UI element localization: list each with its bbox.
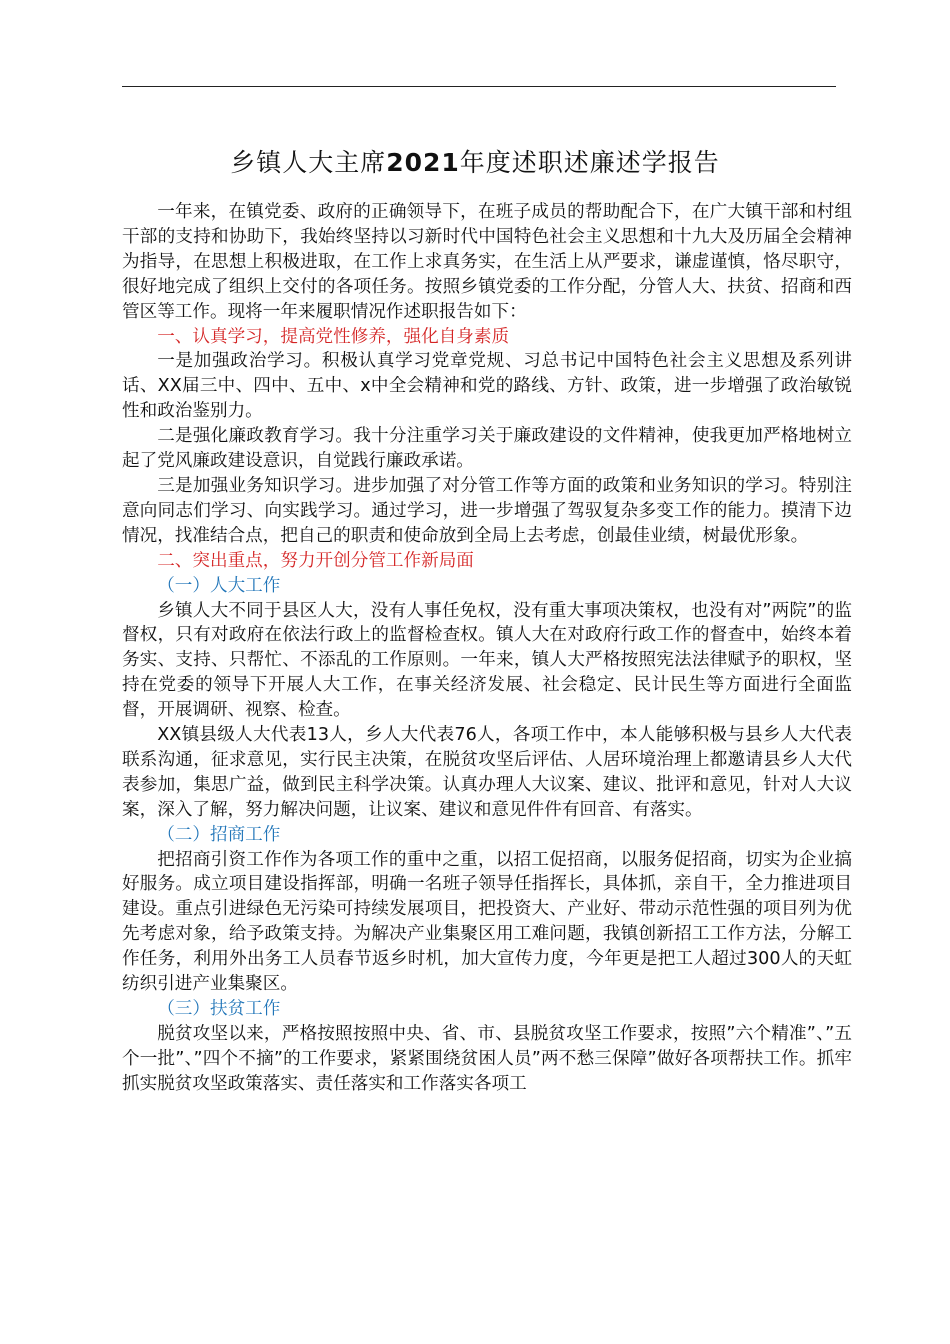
- title-suffix: 年度述职述廉述学报告: [459, 148, 720, 177]
- section-heading-1: 一、认真学习，提高党性修养，强化自身素质: [157, 326, 510, 347]
- subsection-heading-2: （二）招商工作: [157, 824, 281, 845]
- intro-paragraph: 一年来，在镇党委、政府的正确领导下，在班子成员的帮助配合下，在广大镇干部和村组干部的支持和协助下，我始终坚持以习新时代中国特色社会主义思想和十九大及历届全会精神为指导，在思想上积极进取，在工作上求真务实，在生活上从严要求，谦虚谨慎，恪尽职守，很好地完成了组织上交付的各项任务。按照乡镇党委的工作分配，分管人大、扶贫、招商和西管区等工作。现将一年来履职情况作述职报告如下：: [122, 202, 852, 322]
- document-body: [122, 200, 852, 1097]
- title-year: 2021: [386, 148, 460, 177]
- subsection-heading-1: （一）人大工作: [157, 575, 281, 596]
- document-title: [0, 143, 950, 183]
- title-prefix: 乡镇人大主席: [230, 148, 387, 177]
- body-paragraph: XX镇县级人大代表13人，乡人大代表76人，各项工作中，本人能够积极与县乡人大代表联系沟通，征求意见，实行民主决策，在脱贫攻坚后评估、人居环境治理上都邀请县乡人大代表参加，集思广益，做到民主科学决策。认真办理人大议案、建议、批评和意见，针对人大议案，深入了解，努力解决问题，让议案、建议和意见件件有回音、有落实。: [122, 725, 852, 820]
- section-heading-2: 二、突出重点，努力开创分管工作新局面: [157, 550, 474, 571]
- body-paragraph: 脱贫攻坚以来，严格按照按照中央、省、市、县脱贫攻坚工作要求，按照”六个精准”、”五个一批”、”四个不摘”的工作要求，紧紧围绕贫困人员”两不愁三保障”做好各项帮扶工作。抓牢抓实脱贫攻坚政策落实、责任落实和工作落实各项工: [122, 1023, 852, 1094]
- body-paragraph: 乡镇人大不同于县区人大，没有人事任免权，没有重大事项决策权，也没有对”两院”的监督权，只有对政府在依法行政上的监督检查权。镇人大在对政府行政工作的督查中，始终本着务实、支持、只帮忙、不添乱的工作原则。一年来，镇人大严格按照宪法法律赋予的职权，坚持在党委的领导下开展人大工作，在事关经济发展、社会稳定、民计民生等方面进行全面监督，开展调研、视察、检查。: [122, 600, 852, 721]
- body-paragraph: 二是强化廉政教育学习。我十分注重学习关于廉政建设的文件精神，使我更加严格地树立起了党风廉政建设意识，自觉践行廉政承诺。: [122, 426, 852, 472]
- subsection-heading-3: （三）扶贫工作: [157, 999, 281, 1019]
- body-paragraph: 一是加强政治学习。积极认真学习党章党规、习总书记中国特色社会主义思想及系列讲话、XX届三中、四中、五中、x中全会精神和党的路线、方针、政策，进一步增强了政治敏锐性和政治鉴别力。: [122, 351, 852, 422]
- body-paragraph: 三是加强业务知识学习。进步加强了对分管工作等方面的政策和业务知识的学习。特别注意向同志们学习、向实践学习。通过学习，进一步增强了驾驭复杂多变工作的能力。摸清下边情况，找准结合点，把自己的职责和使命放到全局上去考虑，创最佳业绩，树最优形象。: [122, 475, 852, 546]
- body-paragraph: 把招商引资工作作为各项工作的重中之重，以招工促招商，以服务促招商，切实为企业搞好服务。成立项目建设指挥部，明确一名班子领导任指挥长，具体抓，亲自干，全力推进项目建设。重点引进绿色无污染可持续发展项目，把投资大、产业好、带动示范性强的项目列为优先考虑对象，给予政策支持。为解决产业集聚区用工难问题，我镇创新招工工作方法，分解工作任务，利用外出务工人员春节返乡时机，加大宣传力度，今年更是把工人超过300人的天虹纺织引进产业集聚区。: [122, 849, 852, 995]
- header-rule: [122, 86, 836, 87]
